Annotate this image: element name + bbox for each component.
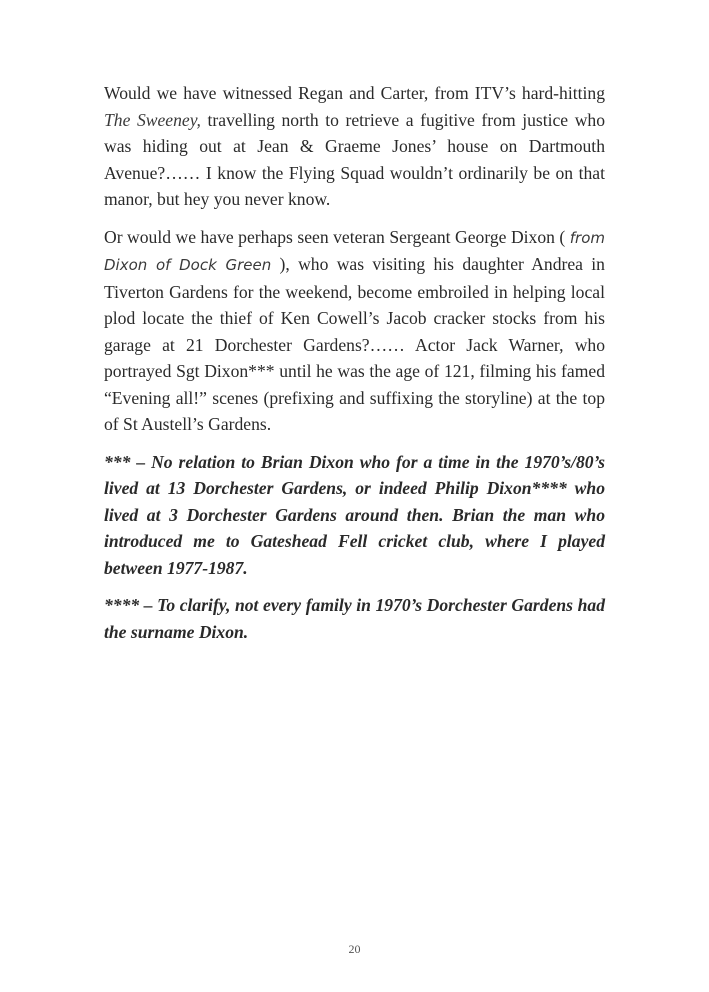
paragraph-text: ), who was visiting his daughter Andrea in Tiverton Gardens for the weekend, become embroiled in helping local plod locate the thief of Ken Cowell’s Jacob cracker stocks from his garage at 21 Dorchester Gardens?…… Actor Jack Warner, who portrayed Sgt Dixon*** until he was the age of 121, filming his famed “Evening all!” scenes (prefixing and suffixing the storyline) at the top of St Austell’s Gardens. <box>104 254 605 434</box>
footnote-four-stars: **** – To clarify, not every family in 1970’s Dorchester Gardens had the surname Dixon. <box>104 595 605 642</box>
page-number: 20 <box>348 942 361 956</box>
paragraph-sweeney <box>104 80 605 213</box>
paragraph-text: travelling north to retrieve a fugitive from justice who was hiding out at Jean & Graeme Jones’ house on Dartmouth Avenue?…… I know the Flying Squad wouldn’t ordinarily be on that manor, but hey you never know. <box>104 109 605 209</box>
show-title-dixon: from Dixon of Dock Green <box>104 228 605 274</box>
show-title-sweeney: The Sweeney, <box>104 109 201 130</box>
paragraph-text: Would we have witnessed Regan and Carter, from ITV’s hard-hitting <box>104 83 605 103</box>
footnote-three-stars: *** – No relation to Brian Dixon who for a time in the 1970’s/80’s lived at 13 Dorchester Gardens, or indeed Philip Dixon**** who lived at 3 Dorchester Gardens around then. Brian the man who introduced me to Gateshead Fell cricket club, where I played between 1977-1987. <box>104 451 605 578</box>
paragraph-dixon <box>104 224 605 438</box>
document-body <box>104 80 605 656</box>
paragraph-text: Or would we have perhaps seen veteran Sergeant George Dixon ( <box>104 226 570 247</box>
